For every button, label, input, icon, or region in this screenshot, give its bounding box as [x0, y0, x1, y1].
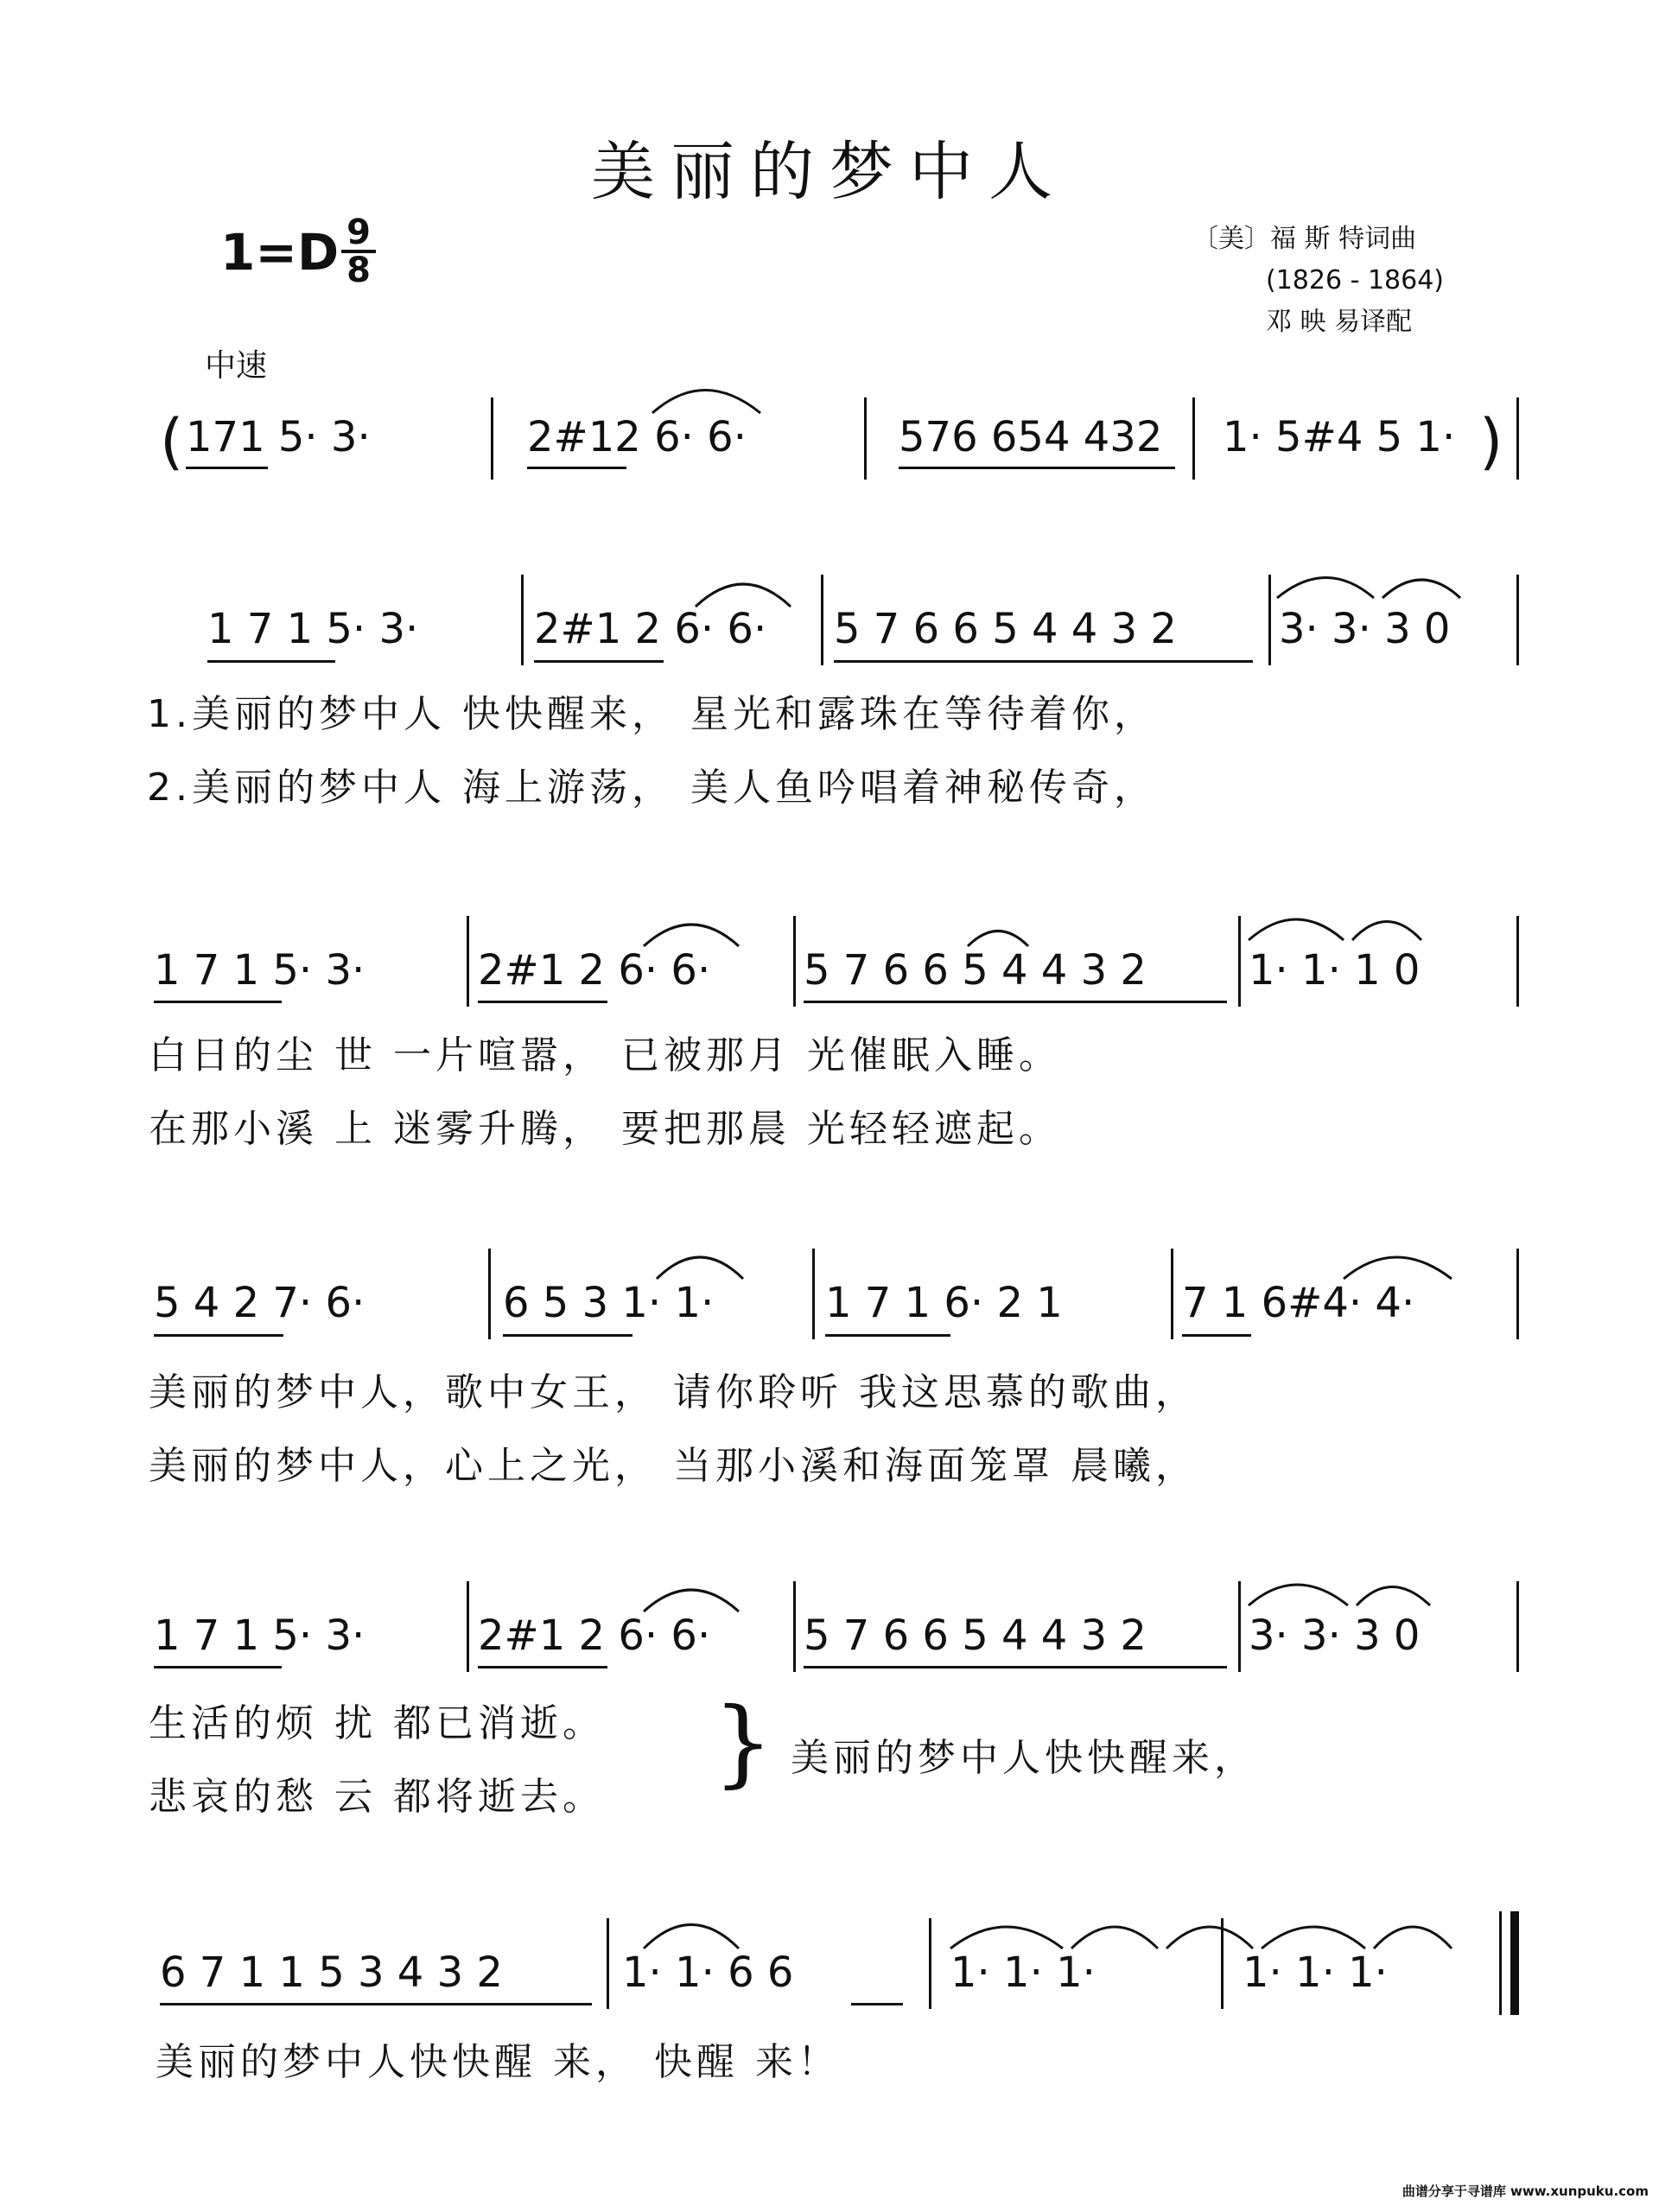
beam-underline — [804, 1666, 1227, 1669]
slur-mark — [1344, 1257, 1452, 1279]
beam-underline — [186, 467, 268, 469]
beam-underline — [834, 660, 1253, 663]
barline — [1516, 575, 1519, 665]
song-title: 美丽的梦中人 — [591, 135, 1068, 209]
slur-mark — [696, 584, 791, 607]
line2-measure-4: 1· 1· 1 0 — [1249, 946, 1421, 995]
slur-mark — [1357, 1587, 1430, 1606]
line1-lyric-verse2: 2.美丽的梦中人 海上游荡， 美人鱼吟唱着神秘传奇， — [147, 766, 1156, 810]
beam-underline — [851, 2003, 903, 2005]
final-barline-thick — [1510, 1911, 1519, 2015]
barline — [1268, 575, 1271, 665]
barline — [1516, 916, 1519, 1007]
slur-mark — [1071, 1927, 1158, 1948]
intro-barline — [864, 397, 867, 480]
watermark-footer: 曲谱分享于寻谱库 www.xunpuku.com — [1402, 2183, 1649, 2199]
line2-lyric-verse2: 在那小溪 上 迷雾升腾， 要把那晨 光轻轻遮起。 — [149, 1107, 1061, 1151]
line3-lyric-verse2: 美丽的梦中人，心上之光， 当那小溪和海面笼罩 晨曦， — [149, 1444, 1198, 1488]
credit-dates: (1826 - 1864) — [1266, 265, 1445, 296]
barline — [929, 1918, 931, 2009]
slur-mark — [1352, 922, 1421, 941]
line1-lyric-verse1: 1.美丽的梦中人 快快醒来， 星光和露珠在等待着你， — [147, 692, 1156, 736]
line5-measure-2: 1· 1· 6 6 — [622, 1948, 794, 1997]
key-signature: 1=D — [220, 223, 340, 282]
slur-mark — [1374, 1927, 1452, 1948]
slur-mark — [644, 1590, 739, 1611]
line1-measure-4: 3· 3· 3 0 — [1279, 605, 1451, 653]
beam-underline — [503, 1334, 632, 1337]
slur-mark — [644, 1925, 739, 1949]
beam-underline — [825, 1334, 950, 1337]
line5-measure-4: 1· 1· 1· — [1243, 1948, 1388, 1997]
beam-underline — [534, 660, 664, 663]
intro-measure-2: 2#12 6· 6· — [527, 413, 747, 461]
line4-measure-2: 2#1 2 6· 6· — [478, 1611, 711, 1660]
beam-underline — [1182, 1334, 1251, 1337]
beam-underline — [899, 467, 1175, 469]
line2-lyric-verse1: 白日的尘 世 一片喧嚣， 已被那月 光催眠入睡。 — [149, 1033, 1061, 1077]
beam-underline — [478, 1001, 607, 1003]
slur-mark — [644, 925, 739, 946]
barline — [1238, 1581, 1241, 1672]
barline — [607, 1918, 609, 2009]
slur-mark — [652, 391, 760, 414]
slur-mark — [1249, 919, 1344, 940]
intro-close-paren: ) — [1479, 406, 1503, 477]
barline — [1171, 1249, 1173, 1339]
beam-underline — [527, 467, 626, 469]
slur-mark — [1249, 1585, 1348, 1605]
line5-measure-1: 6 7 1 1 5 3 4 3 2 — [160, 1948, 503, 1997]
beam-underline — [804, 1001, 1227, 1003]
barline — [467, 1581, 469, 1672]
line5-lyric: 美丽的梦中人快快醒 来， 快醒 来！ — [156, 2040, 840, 2084]
time-signature-top: 9 — [346, 213, 371, 252]
line2-measure-3: 5 7 6 6 5 4 4 3 2 — [804, 946, 1147, 995]
intro-open-paren: ( — [160, 406, 184, 477]
line4-refrain-lyric: 美丽的梦中人快快醒来， — [791, 1736, 1256, 1780]
line4-measure-1: 1 7 1 5· 3· — [154, 1611, 365, 1660]
barline — [488, 1249, 491, 1339]
intro-barline — [1192, 397, 1195, 480]
slur-mark — [1277, 578, 1374, 599]
barline — [793, 1581, 796, 1672]
beam-underline — [154, 1001, 282, 1003]
beam-underline — [154, 1334, 283, 1337]
credit-translator: 邓 映 易译配 — [1266, 307, 1413, 337]
barline — [812, 1249, 815, 1339]
line4-lyric-verse2: 悲哀的愁 云 都将逝去。 — [149, 1775, 605, 1819]
slur-mark — [968, 931, 1028, 947]
barline — [1516, 1581, 1519, 1672]
beam-underline — [207, 660, 335, 663]
line2-measure-1: 1 7 1 5· 3· — [154, 946, 365, 995]
intro-measure-3: 576 654 432 — [899, 413, 1163, 461]
final-barline-thin — [1499, 1911, 1502, 2015]
tempo-marking: 中速 — [205, 348, 268, 384]
barline — [467, 916, 469, 1007]
line4-lyric-verse1: 生活的烦 扰 都已消逝。 — [149, 1701, 605, 1745]
slur-mark — [950, 1927, 1063, 1948]
line4-measure-3: 5 7 6 6 5 4 4 3 2 — [804, 1611, 1147, 1660]
credit-composer: 〔美〕福 斯 特词曲 — [1192, 224, 1417, 254]
line3-measure-2: 6 5 3 1· 1· — [503, 1279, 715, 1327]
intro-measure-4: 1· 5#4 5 1· — [1223, 413, 1456, 461]
beam-underline — [478, 1666, 607, 1669]
barline — [1516, 1249, 1519, 1339]
intro-barline — [491, 397, 493, 480]
intro-measure-1: 171 5· 3· — [186, 413, 371, 461]
line3-lyric-verse1: 美丽的梦中人，歌中女王， 请你聆听 我这思慕的歌曲， — [149, 1370, 1198, 1414]
line1-measure-2: 2#1 2 6· 6· — [534, 605, 767, 653]
line3-measure-4: 7 1 6#4· 4· — [1182, 1279, 1415, 1327]
barline — [821, 575, 823, 665]
barline — [1238, 916, 1241, 1007]
line4-measure-4: 3· 3· 3 0 — [1249, 1611, 1421, 1660]
lyric-brace: } — [713, 1687, 773, 1797]
slur-mark — [1382, 580, 1460, 598]
time-signature — [341, 213, 376, 290]
slur-mark — [657, 1257, 743, 1279]
line3-measure-1: 5 4 2 7· 6· — [154, 1279, 365, 1327]
time-signature-bottom: 8 — [346, 251, 371, 290]
intro-barline — [1516, 397, 1519, 480]
barline — [1221, 1918, 1224, 2009]
barline — [521, 575, 524, 665]
line1-measure-1: 1 7 1 5· 3· — [207, 605, 419, 653]
line2-measure-2: 2#1 2 6· 6· — [478, 946, 711, 995]
beam-underline — [154, 1666, 282, 1669]
line1-measure-3: 5 7 6 6 5 4 4 3 2 — [834, 605, 1177, 653]
barline — [793, 916, 796, 1007]
slur-mark — [1262, 1927, 1365, 1948]
line3-measure-3: 1 7 1 6· 2 1 — [825, 1279, 1063, 1327]
beam-underline — [160, 2003, 592, 2005]
line5-measure-3: 1· 1· 1· — [950, 1948, 1096, 1997]
slur-mark — [1166, 1927, 1253, 1948]
